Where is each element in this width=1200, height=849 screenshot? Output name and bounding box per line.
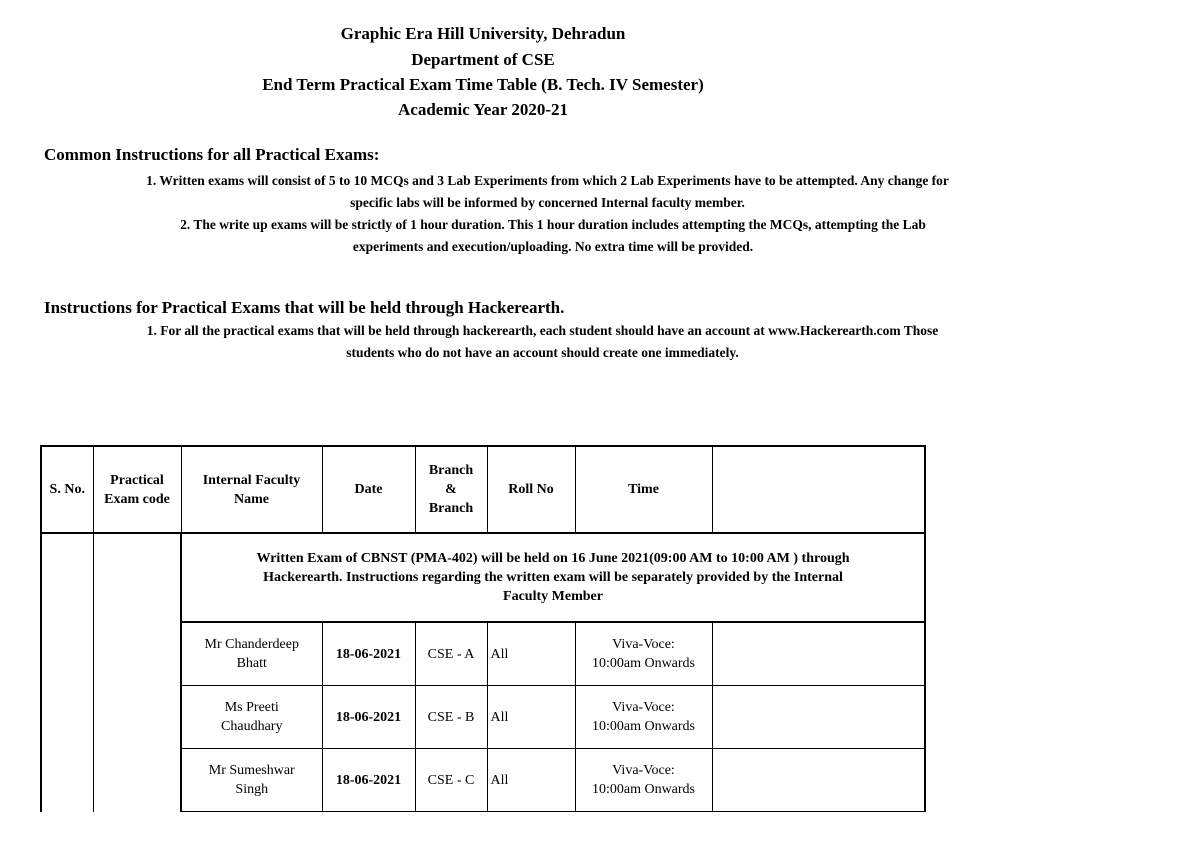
table-header-row — [41, 446, 925, 533]
roll-no: All — [487, 622, 575, 686]
note-row — [41, 533, 925, 622]
extra-cell — [712, 622, 925, 686]
header-extra — [712, 446, 925, 533]
branch: CSE - A — [415, 622, 487, 686]
header-exam-code: Practical Exam code — [93, 446, 181, 533]
department-title: Department of CSE — [411, 50, 555, 69]
roll-no: All — [487, 749, 575, 812]
header-time: Time — [575, 446, 712, 533]
exam-time: Viva-Voce: 10:00am Onwards — [575, 686, 712, 749]
header-roll-no: Roll No — [487, 446, 575, 533]
branch: CSE - B — [415, 686, 487, 749]
exam-code-cell — [93, 533, 181, 812]
header-branch: Branch & Branch — [415, 446, 487, 533]
written-exam-note: Written Exam of CBNST (PMA-402) will be held on 16 June 2021(09:00 AM to 10:00 AM ) through Hackerearth. Instructions regarding the written exam will be separately provided by the Internal Faculty Member — [181, 533, 925, 622]
branch: CSE - C — [415, 749, 487, 812]
header-date: Date — [322, 446, 415, 533]
common-instructions-heading: Common Instructions for all Practical Exams: — [44, 145, 380, 164]
exam-date: 18-06-2021 — [322, 622, 415, 686]
header-sno: S. No. — [41, 446, 93, 533]
exam-date: 18-06-2021 — [322, 749, 415, 812]
extra-cell — [712, 749, 925, 812]
faculty-name: Mr Sumeshwar Singh — [181, 749, 322, 812]
exam-date: 18-06-2021 — [322, 686, 415, 749]
common-instruction-2: 2. The write up exams will be strictly of 1 hour duration. This 1 hour duration includes attempting the MCQs, attempting the Lab experiments and execution/uploading. No extra time will be provided. — [180, 217, 926, 254]
extra-cell — [712, 686, 925, 749]
faculty-name: Ms Preeti Chaudhary — [181, 686, 322, 749]
header-faculty: Internal Faculty Name — [181, 446, 322, 533]
hackerearth-instruction-1: 1. For all the practical exams that will be held through hackerearth, each student should have an account at www.Hackerearth.com Those students who do not have an account should create one immediately. — [146, 323, 939, 360]
academic-year: Academic Year 2020-21 — [398, 100, 568, 119]
hackerearth-instructions-heading: Instructions for Practical Exams that will be held through Hackerearth. — [44, 298, 565, 317]
timetable-title: End Term Practical Exam Time Table (B. Tech. IV Semester) — [262, 75, 704, 94]
university-title: Graphic Era Hill University, Dehradun — [340, 24, 626, 43]
sno-cell — [41, 533, 93, 812]
faculty-name: Mr Chanderdeep Bhatt — [181, 622, 322, 686]
exam-time: Viva-Voce: 10:00am Onwards — [575, 622, 712, 686]
exam-time: Viva-Voce: 10:00am Onwards — [575, 749, 712, 812]
common-instruction-1: 1. Written exams will consist of 5 to 10 MCQs and 3 Lab Experiments from which 2 Lab Experiments have to be attempted. Any change for specific labs will be informed by concerned Internal faculty member. — [146, 173, 949, 210]
exam-timetable — [40, 445, 926, 812]
roll-no: All — [487, 686, 575, 749]
